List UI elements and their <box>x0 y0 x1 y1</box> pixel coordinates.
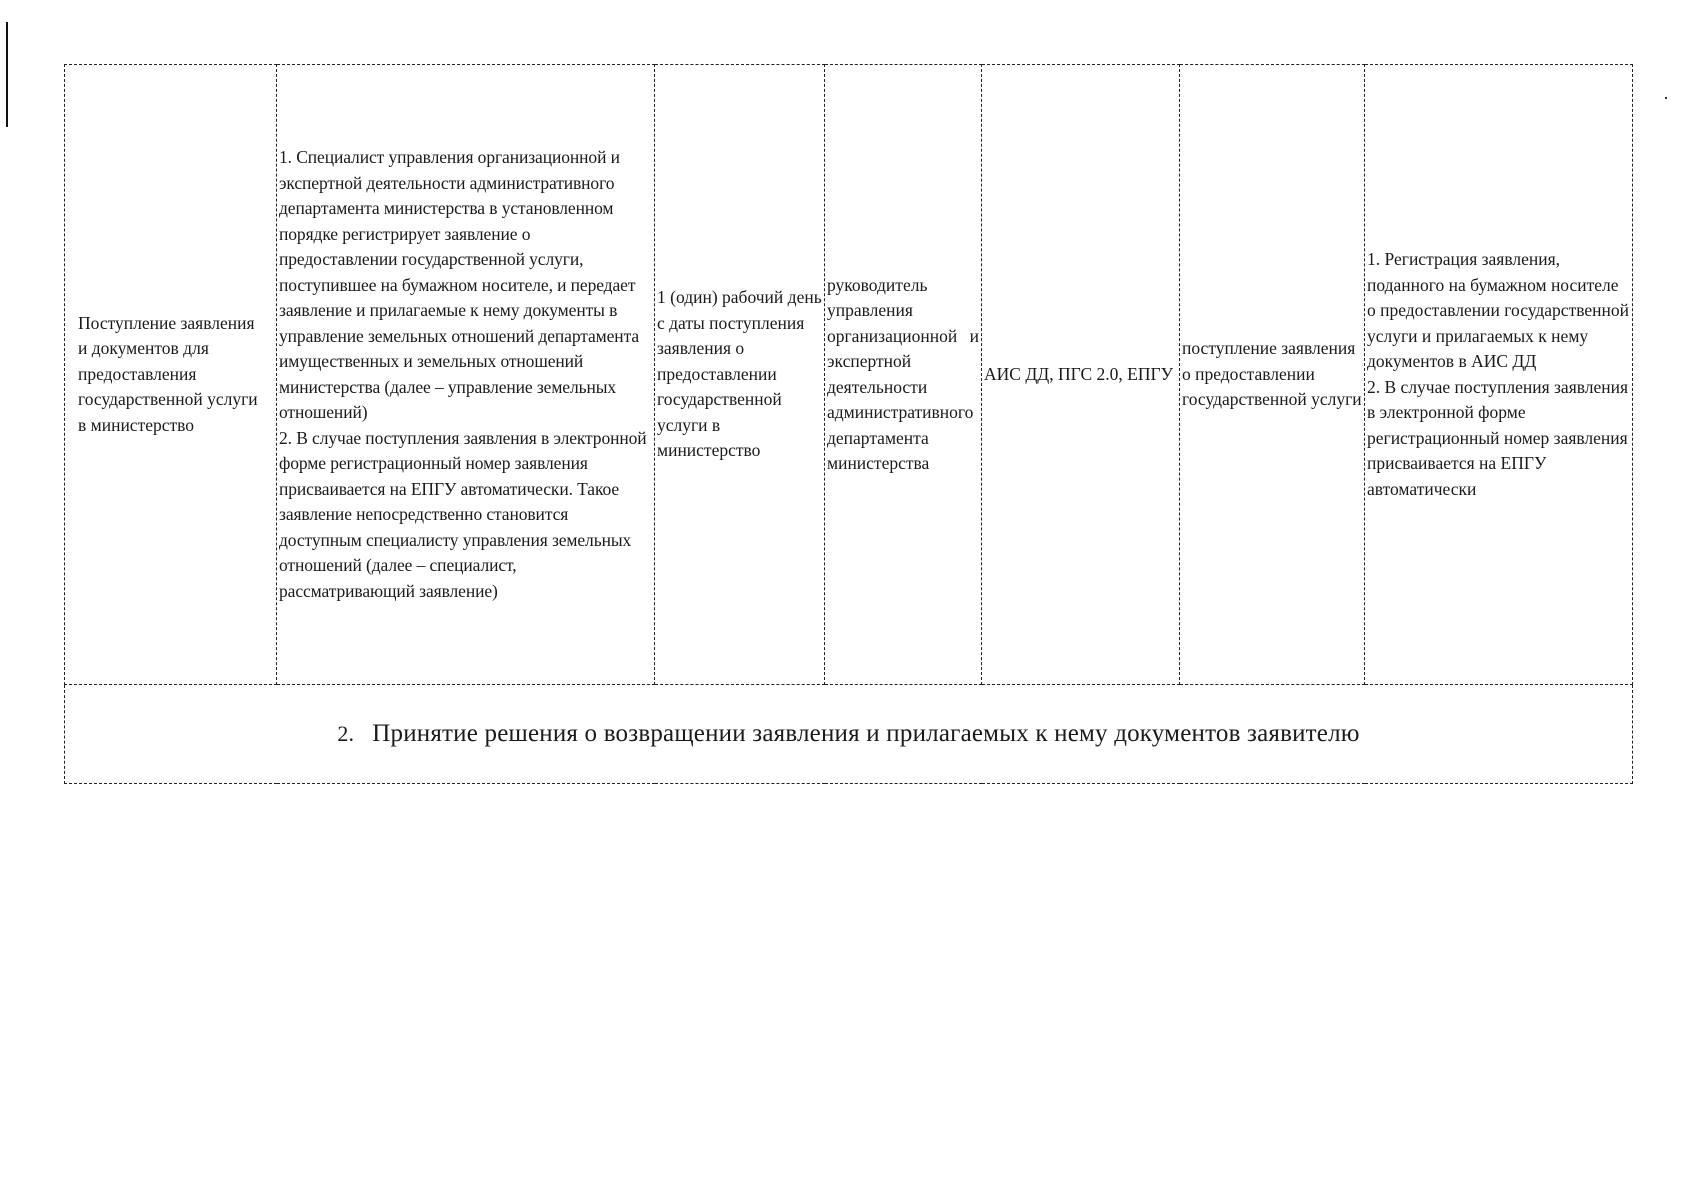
actions-cell <box>277 65 655 685</box>
section-number: 2. <box>337 721 355 747</box>
table-row <box>65 65 1633 685</box>
criteria-text: поступление заявления о предоставлении государственной услуги <box>1182 338 1362 410</box>
responsible-cell <box>825 65 982 685</box>
result-item: 2. В случае поступления заявления в электронной форме регистрационный номер заявления присваивается на ЕПГУ автоматически <box>1367 376 1629 499</box>
margin-mark <box>6 22 8 127</box>
section-title: Принятие решения о возвращении заявления и прилагаемых к нему документов заявителю <box>372 720 1360 748</box>
deadline-cell <box>655 65 825 685</box>
deadline-text: 1 (один) рабочий день с даты поступления заявления о предоставлении государственной услуги в министерство <box>657 287 822 461</box>
section-heading-cell <box>65 685 1633 784</box>
action-item: 2. В случае поступления заявления в электронной форме регистрационный номер заявления присваивается на ЕПГУ автоматически. Такое заявление непосредственно становится доступным специалисту управления земельных отношений (далее – специалист, рассматривающий заявление) <box>279 427 647 601</box>
criteria-cell <box>1180 65 1365 685</box>
results-cell <box>1365 65 1633 685</box>
stage-text: Поступление заявления и документов для предоставления государственной услуги в министерство <box>78 312 258 435</box>
action-item: 1. Специалист управления организационной и экспертной деятельности административного департамента министерства в установленном порядке регистрирует заявление о предоставлении государственной услуги, поступившее на бумажном носителе, и передает заявление и прилагаемые к нему документы в управление земельных отношений департамента имущественных и земельных отношений министерства (далее – управление земельных отношений) <box>279 147 640 422</box>
systems-cell <box>982 65 1180 685</box>
stage-cell <box>65 65 277 685</box>
result-item: 1. Регистрация заявления, поданного на бумажном носителе о предоставлении государственной услуги и прилагаемых к нему документов в АИС ДД <box>1367 249 1629 371</box>
procedure-table <box>64 64 1633 784</box>
responsible-text: руководитель управления организационной и экспертной деятельности административного департамента министерства <box>827 274 979 473</box>
scan-speck <box>1665 97 1667 99</box>
systems-text: АИС ДД, ПГС 2.0, ЕПГУ <box>984 363 1173 384</box>
section-heading-row <box>65 685 1633 784</box>
